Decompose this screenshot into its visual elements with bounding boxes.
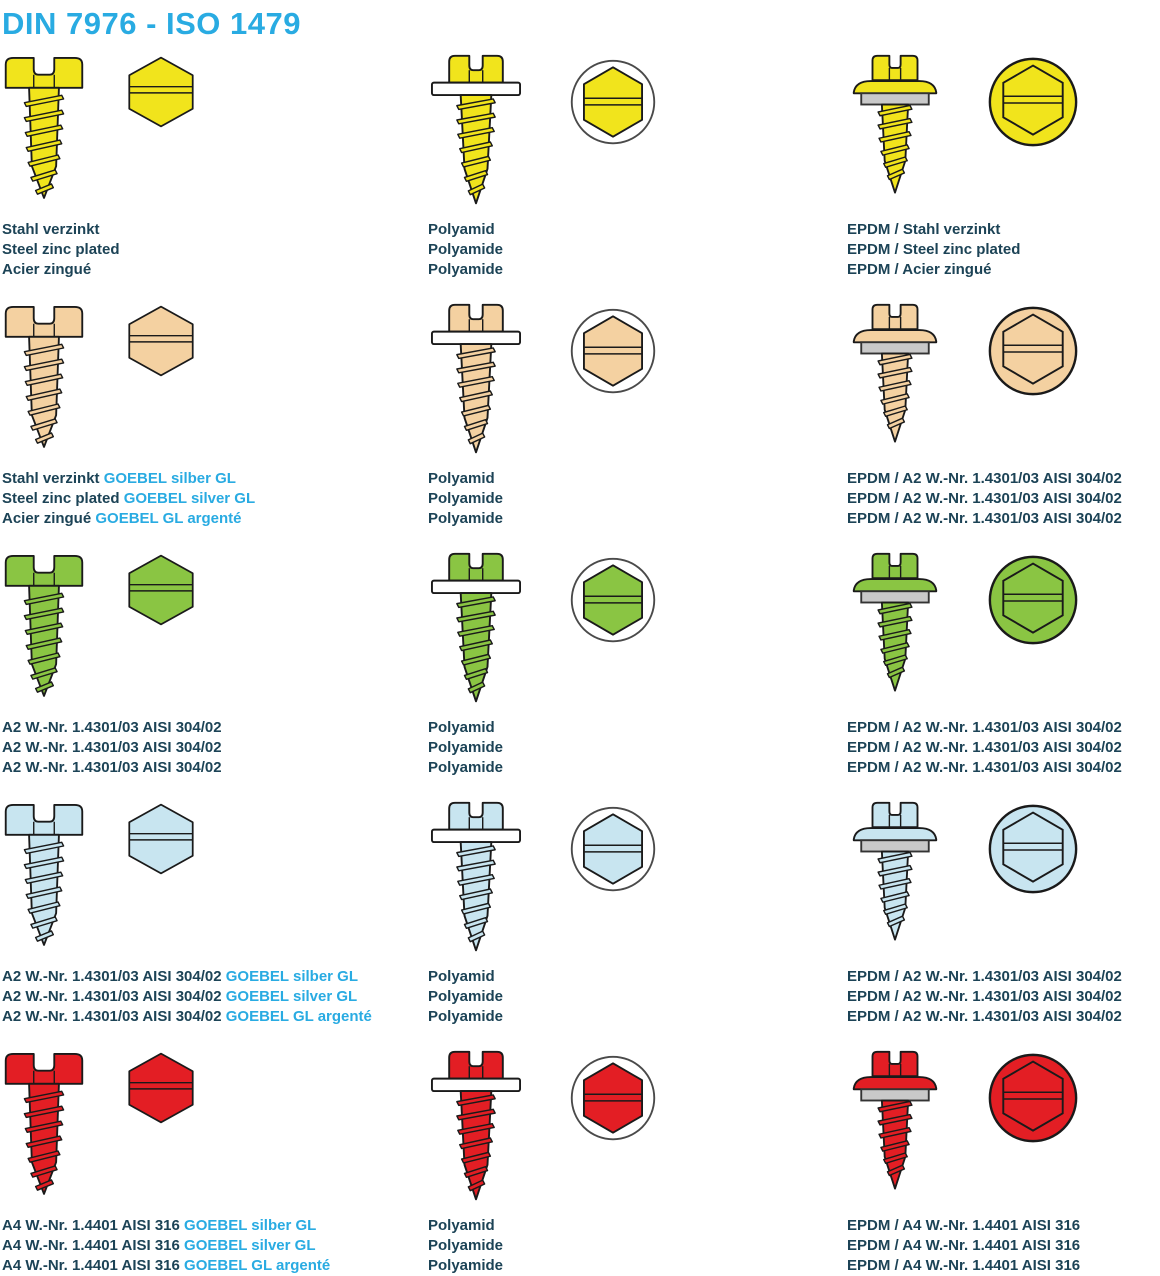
material-labels	[2, 1216, 428, 1276]
label-de: Stahl verzinkt GOEBEL silber GL	[2, 470, 236, 487]
illustration-group	[428, 799, 847, 961]
washer-labels	[428, 1216, 847, 1276]
label-de: EPDM / A2 W.-Nr. 1.4301/03 AISI 304/02	[847, 470, 1122, 487]
cell-polyamide-washer-screw	[428, 1048, 847, 1276]
label-en: A2 W.-Nr. 1.4301/03 AISI 304/02	[2, 739, 222, 756]
illustration-group	[2, 550, 428, 712]
cell-plain-screw	[2, 52, 428, 280]
epdm-labels	[847, 1216, 1160, 1276]
label-fr: Polyamide	[428, 1257, 504, 1274]
page-title: DIN 7976 - ISO 1479	[2, 6, 301, 41]
screw-epdm-washer-icon	[847, 799, 943, 949]
label-en: Polyamide	[428, 988, 504, 1005]
illustration-group	[847, 550, 1160, 712]
hex-in-circle-top-view-icon	[568, 57, 658, 147]
label-en: A4 W.-Nr. 1.4401 AISI 316 GOEBEL silver GL	[2, 1237, 316, 1254]
label-en: EPDM / Steel zinc plated	[847, 241, 1021, 258]
label-de: Polyamid	[428, 221, 495, 238]
label-de: EPDM / A2 W.-Nr. 1.4301/03 AISI 304/02	[847, 968, 1122, 985]
screw-side-view-icon	[2, 52, 86, 202]
label-fr: EPDM / A2 W.-Nr. 1.4301/03 AISI 304/02	[847, 510, 1122, 527]
label-en: Steel zinc plated GOEBEL silver GL	[2, 490, 256, 507]
screw-polyamide-washer-icon	[428, 799, 524, 957]
washer-labels	[428, 220, 847, 280]
epdm-labels	[847, 220, 1160, 280]
filled-circle-top-view-icon	[987, 305, 1079, 397]
screw-side-view-icon	[2, 301, 86, 451]
label-en: Polyamide	[428, 490, 504, 507]
cell-epdm-washer-screw	[847, 1048, 1160, 1276]
product-row-a4-stainless-goebel	[2, 1048, 1160, 1276]
label-en: Polyamide	[428, 241, 504, 258]
label-fr: A4 W.-Nr. 1.4401 AISI 316 GOEBEL GL argenté	[2, 1257, 331, 1274]
filled-circle-top-view-icon	[987, 803, 1079, 895]
epdm-labels	[847, 469, 1160, 529]
label-en: EPDM / A2 W.-Nr. 1.4301/03 AISI 304/02	[847, 490, 1122, 507]
screw-epdm-washer-icon	[847, 52, 943, 202]
label-fr: EPDM / A4 W.-Nr. 1.4401 AISI 316	[847, 1257, 1081, 1274]
illustration-group	[847, 301, 1160, 463]
cell-polyamide-washer-screw	[428, 301, 847, 529]
filled-circle-top-view-icon	[987, 56, 1079, 148]
hex-head-top-view-icon	[124, 802, 198, 876]
screw-polyamide-washer-icon	[428, 301, 524, 459]
label-fr: Acier zingué GOEBEL GL argenté	[2, 510, 242, 527]
label-fr: EPDM / A2 W.-Nr. 1.4301/03 AISI 304/02	[847, 759, 1122, 776]
label-en: EPDM / A2 W.-Nr. 1.4301/03 AISI 304/02	[847, 739, 1122, 756]
label-en: Polyamide	[428, 739, 504, 756]
hex-head-top-view-icon	[124, 1051, 198, 1125]
illustration-group	[2, 52, 428, 214]
filled-circle-top-view-icon	[987, 1052, 1079, 1144]
label-fr: Polyamide	[428, 1008, 504, 1025]
label-fr: Polyamide	[428, 510, 504, 527]
hex-in-circle-top-view-icon	[568, 1053, 658, 1143]
washer-labels	[428, 469, 847, 529]
washer-labels	[428, 967, 847, 1027]
material-labels	[2, 718, 428, 778]
hex-in-circle-top-view-icon	[568, 804, 658, 894]
illustration-group	[847, 52, 1160, 214]
label-de: Polyamid	[428, 470, 495, 487]
cell-polyamide-washer-screw	[428, 550, 847, 778]
label-en: EPDM / A4 W.-Nr. 1.4401 AISI 316	[847, 1237, 1081, 1254]
label-fr: Acier zingué	[2, 261, 92, 278]
cell-plain-screw	[2, 799, 428, 1027]
cell-polyamide-washer-screw	[428, 799, 847, 1027]
cell-plain-screw	[2, 1048, 428, 1276]
label-de: EPDM / Stahl verzinkt	[847, 221, 1001, 238]
label-en: Steel zinc plated	[2, 241, 120, 258]
cell-epdm-washer-screw	[847, 301, 1160, 529]
screw-epdm-washer-icon	[847, 1048, 943, 1198]
screw-epdm-washer-icon	[847, 550, 943, 700]
product-row-a2-stainless-goebel	[2, 799, 1160, 1027]
illustration-group	[2, 799, 428, 961]
cell-plain-screw	[2, 550, 428, 778]
screw-side-view-icon	[2, 799, 86, 949]
cell-epdm-washer-screw	[847, 52, 1160, 280]
hex-in-circle-top-view-icon	[568, 555, 658, 645]
label-de: Polyamid	[428, 719, 495, 736]
washer-labels	[428, 718, 847, 778]
hex-head-top-view-icon	[124, 304, 198, 378]
screw-polyamide-washer-icon	[428, 550, 524, 708]
label-en: Polyamide	[428, 1237, 504, 1254]
label-de: A2 W.-Nr. 1.4301/03 AISI 304/02	[2, 719, 222, 736]
label-fr: A2 W.-Nr. 1.4301/03 AISI 304/02	[2, 759, 222, 776]
illustration-group	[428, 52, 847, 214]
cell-plain-screw	[2, 301, 428, 529]
label-de: A4 W.-Nr. 1.4401 AISI 316 GOEBEL silber GL	[2, 1217, 317, 1234]
illustration-group	[428, 550, 847, 712]
screw-side-view-icon	[2, 550, 86, 700]
label-fr: EPDM / Acier zingué	[847, 261, 992, 278]
illustration-group	[847, 799, 1160, 961]
illustration-group	[428, 1048, 847, 1210]
product-row-a2-stainless	[2, 550, 1160, 778]
label-de: EPDM / A2 W.-Nr. 1.4301/03 AISI 304/02	[847, 719, 1122, 736]
illustration-group	[2, 301, 428, 463]
material-labels	[2, 967, 428, 1027]
screw-epdm-washer-icon	[847, 301, 943, 451]
label-fr: Polyamide	[428, 261, 504, 278]
label-de: Polyamid	[428, 968, 495, 985]
illustration-group	[2, 1048, 428, 1210]
material-labels	[2, 220, 428, 280]
label-de: EPDM / A4 W.-Nr. 1.4401 AISI 316	[847, 1217, 1081, 1234]
product-row-steel-zinc-goebel	[2, 301, 1160, 529]
screw-polyamide-washer-icon	[428, 52, 524, 210]
label-de: A2 W.-Nr. 1.4301/03 AISI 304/02 GOEBEL silber GL	[2, 968, 359, 985]
label-fr: Polyamide	[428, 759, 504, 776]
material-labels	[2, 469, 428, 529]
hex-head-top-view-icon	[124, 553, 198, 627]
label-en: A2 W.-Nr. 1.4301/03 AISI 304/02 GOEBEL silver GL	[2, 988, 358, 1005]
epdm-labels	[847, 967, 1160, 1027]
illustration-group	[847, 1048, 1160, 1210]
label-fr: A2 W.-Nr. 1.4301/03 AISI 304/02 GOEBEL GL argenté	[2, 1008, 372, 1025]
screw-polyamide-washer-icon	[428, 1048, 524, 1206]
illustration-group	[428, 301, 847, 463]
screw-side-view-icon	[2, 1048, 86, 1198]
product-row-steel-zinc	[2, 52, 1160, 280]
label-en: EPDM / A2 W.-Nr. 1.4301/03 AISI 304/02	[847, 988, 1122, 1005]
label-de: Polyamid	[428, 1217, 495, 1234]
hex-in-circle-top-view-icon	[568, 306, 658, 396]
hex-head-top-view-icon	[124, 55, 198, 129]
cell-epdm-washer-screw	[847, 550, 1160, 778]
label-fr: EPDM / A2 W.-Nr. 1.4301/03 AISI 304/02	[847, 1008, 1122, 1025]
cell-epdm-washer-screw	[847, 799, 1160, 1027]
cell-polyamide-washer-screw	[428, 52, 847, 280]
label-de: Stahl verzinkt	[2, 221, 100, 238]
filled-circle-top-view-icon	[987, 554, 1079, 646]
epdm-labels	[847, 718, 1160, 778]
